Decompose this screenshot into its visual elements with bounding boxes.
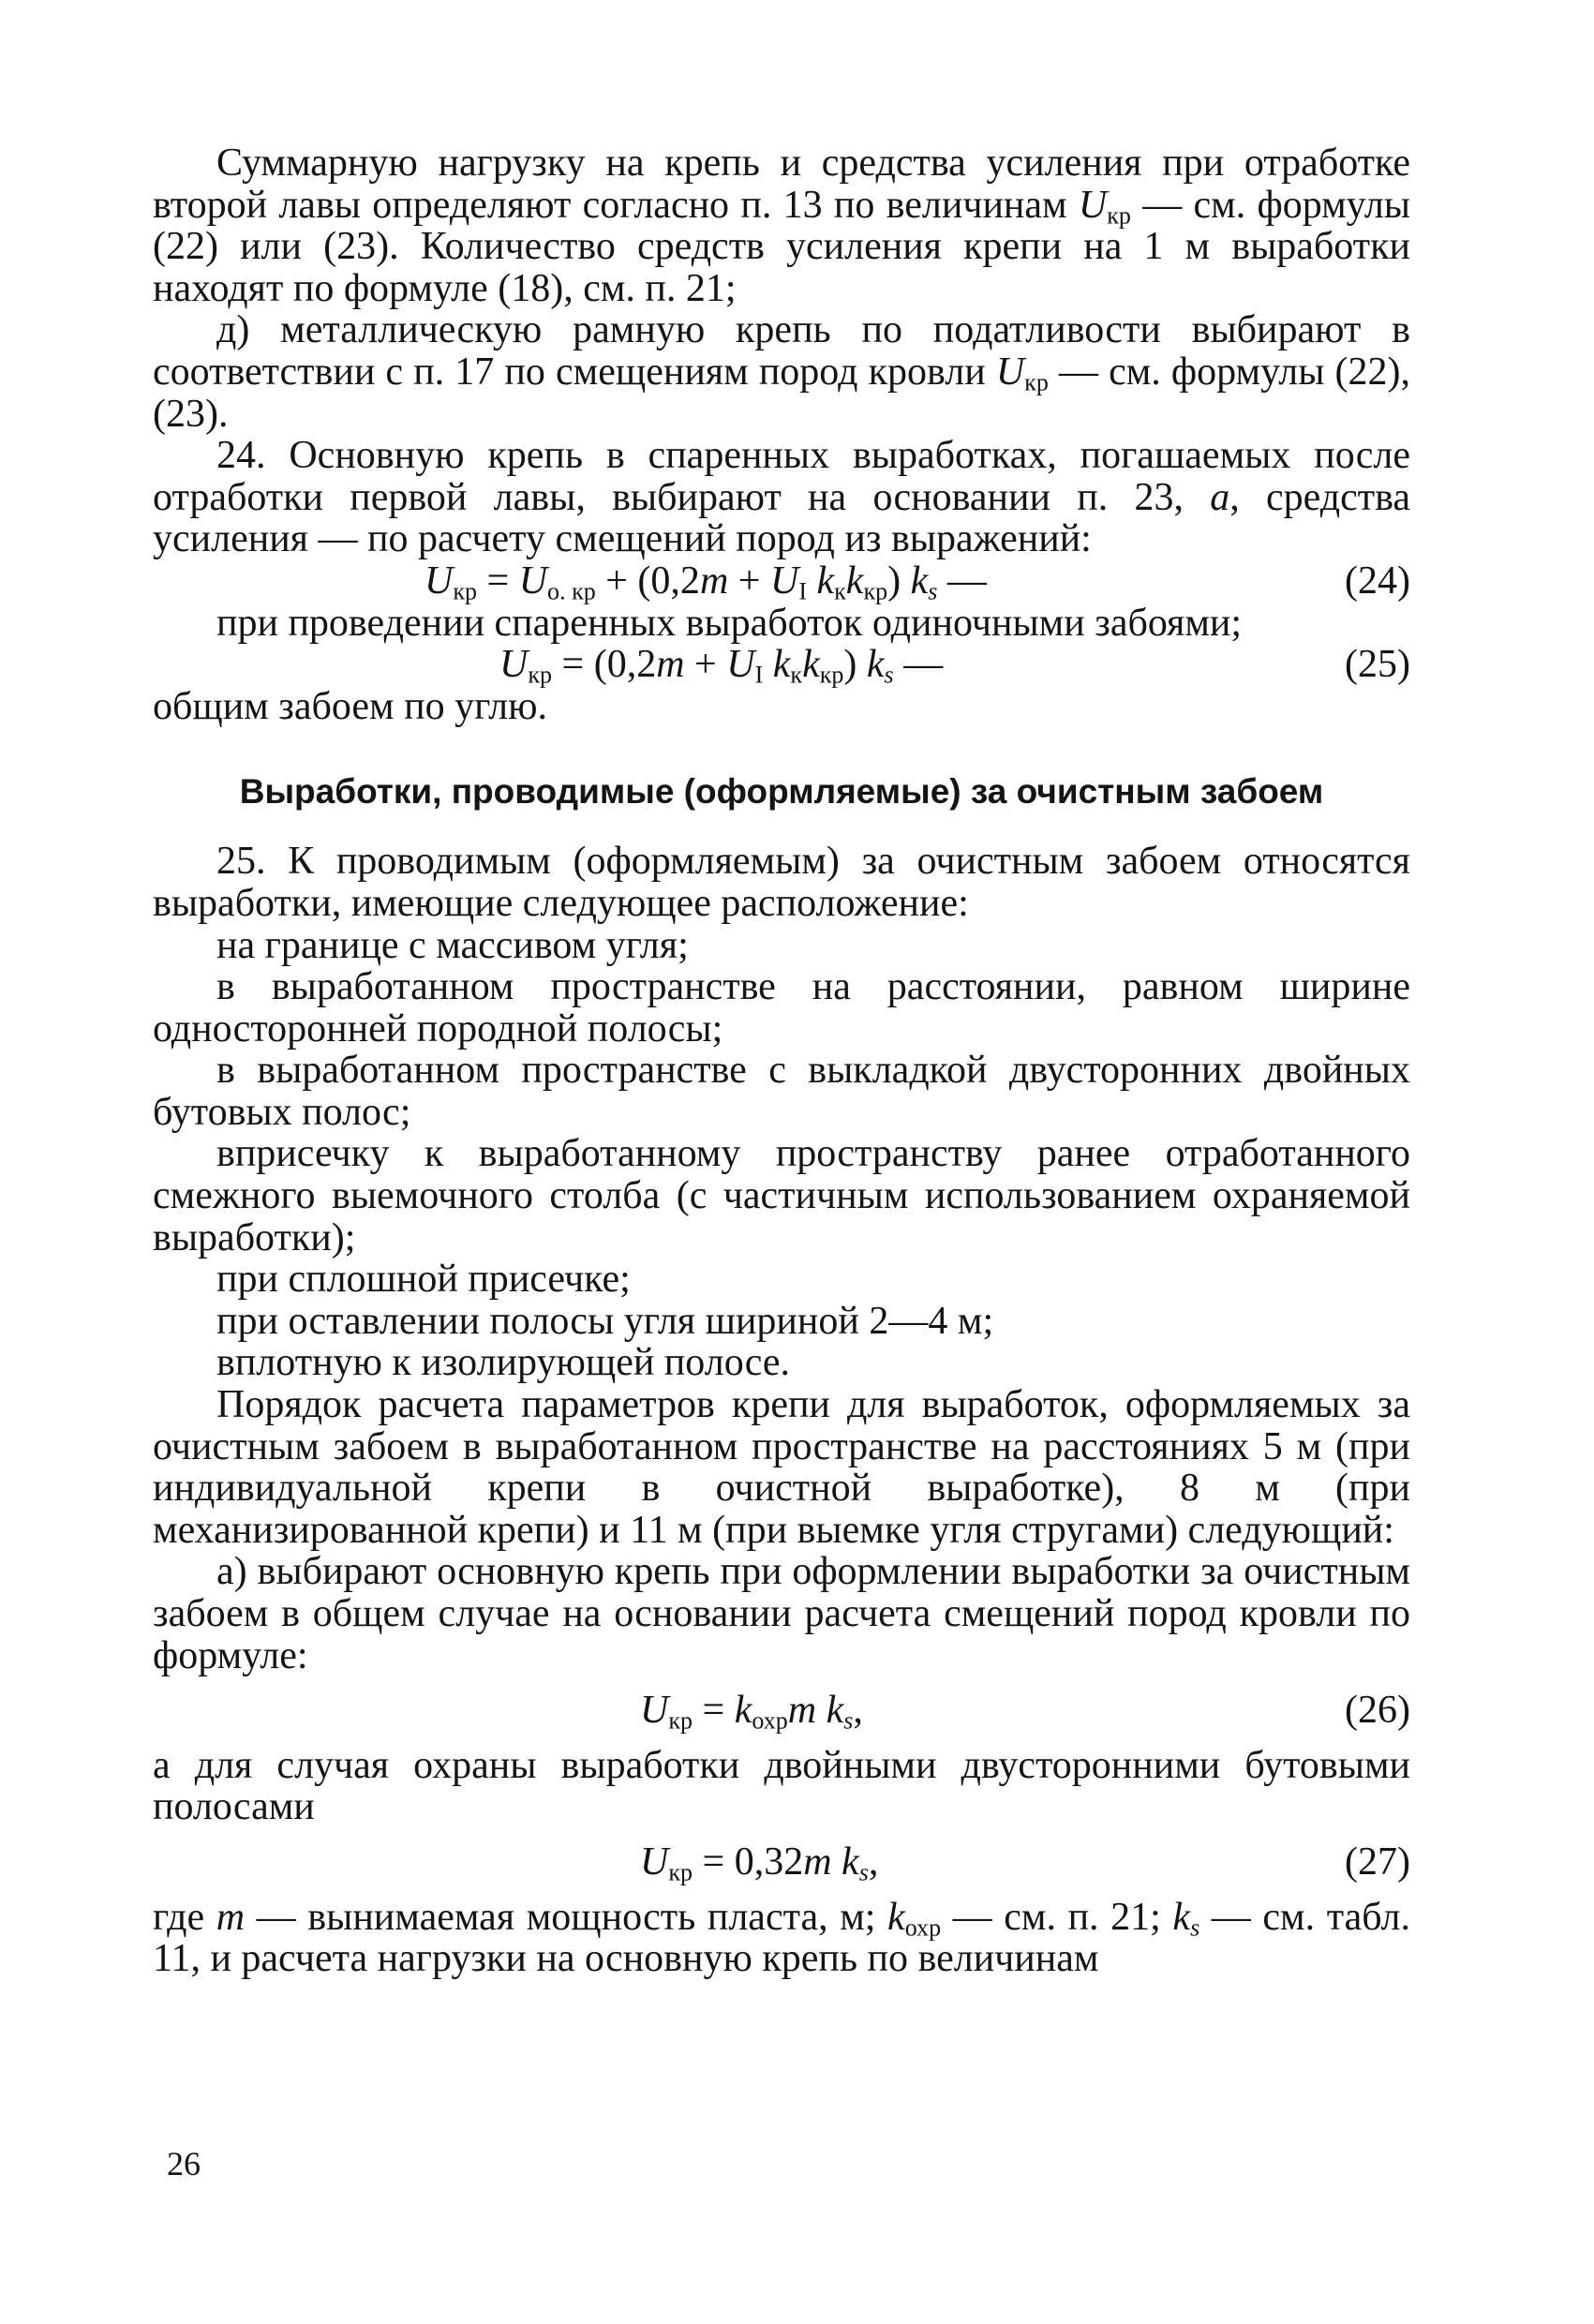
formula-number: (24) bbox=[1345, 559, 1410, 603]
page-number: 26 bbox=[167, 2145, 201, 2182]
paragraph: а) выбирают основную крепь при оформлении выработки за очистным забоем в общем случае на основании расчета смещений пород кровли по формуле: bbox=[153, 1550, 1410, 1677]
formula-27 bbox=[153, 1841, 1410, 1884]
paragraph: при проведении спаренных выработок одиночными забоями; bbox=[216, 601, 1243, 645]
paragraph: общим забоем по углю. bbox=[153, 684, 548, 728]
paragraph: 24. Основную крепь в спаренных выработках, погашаемых после отработки первой лавы, выбирают на основании п. 23, а, средства усиления — по расчету смещений пород из выражений: bbox=[153, 434, 1410, 561]
paragraph: а для случая охраны выработки двойными двусторонними бутовыми полосами bbox=[153, 1743, 1410, 1829]
list-item: вприсечку к выработанному пространству ранее отработанного смежного выемочного столба (с частичным использованием охраняемой выработки); bbox=[153, 1132, 1410, 1259]
paragraph: Порядок расчета параметров крепи для выработок, оформляемых за очистным забоем в выработанном пространстве на расстояниях 5 м (при индивидуальной крепи в очистной выработке), 8 м (при механизированной крепи) и 11 м (при выемке угля стругами) следующий: bbox=[153, 1383, 1410, 1552]
list-item: на границе с массивом угля; bbox=[216, 923, 689, 967]
body-text bbox=[153, 142, 1410, 1980]
formula-expression: $U_{кр} = U_{о. кр} + (0,2m + U_I$ $k_кk_{кр}$) $k_s$ — bbox=[425, 559, 987, 605]
formula-24 bbox=[153, 560, 1410, 603]
list-item: в выработанном пространстве на расстоянии, равном ширине односторонней породной полосы; bbox=[153, 965, 1410, 1050]
formula-expression: $U_{кр} = k_{охр}m$ $k_s$, bbox=[640, 1689, 863, 1735]
paragraph: где m — вынимаемая мощность пласта, м; $k_{охр}$ — см. п. 21; $k_s$ — см. табл. 11, и расчета нагрузки на основную крепь по величинам bbox=[153, 1895, 1410, 1981]
formula-25 bbox=[153, 643, 1410, 689]
formula-number: (26) bbox=[1345, 1689, 1410, 1733]
list-item: при оставлении полосы угля шириной 2—4 м; bbox=[216, 1299, 994, 1343]
list-item: в выработанном пространстве с выкладкой двусторонних двойных бутовых полос; bbox=[153, 1049, 1410, 1134]
paragraph: 25. К проводимым (оформляемым) за очистным забоем относятся выработки, имеющие следующее расположение: bbox=[153, 840, 1410, 925]
formula-number: (27) bbox=[1345, 1840, 1410, 1884]
section-heading: Выработки, проводимые (оформляемые) за очистным забоем bbox=[239, 772, 1324, 812]
formula-26 bbox=[153, 1689, 1410, 1735]
list-item: вплотную к изолирующей полосе. bbox=[216, 1341, 791, 1385]
formula-expression: $U_{кр} = (0,2m + U_I$ $k_кk_{кр}$) $k_s$ — bbox=[499, 643, 944, 689]
formula-number: (25) bbox=[1345, 643, 1410, 687]
list-item: при сплошной присечке; bbox=[216, 1258, 631, 1302]
paragraph: д) металлическую рамную крепь по податливости выбирают в соответствии с п. 17 по смещениям пород кровли $U_{кр}$ — см. формулы (22), (23). bbox=[153, 308, 1411, 436]
formula-expression: $U_{кр} = 0,32m$ $k_s$, bbox=[640, 1840, 879, 1886]
paragraph: Суммарную нагрузку на крепь и средства усиления при отработке второй лавы определяют согласно п. 13 по величинам $U_{кр}$ — см. формулы (22) или (23). Количество средств усиления крепи на 1 м выработки находят по формуле (18), см. п. 21; bbox=[153, 142, 1410, 310]
